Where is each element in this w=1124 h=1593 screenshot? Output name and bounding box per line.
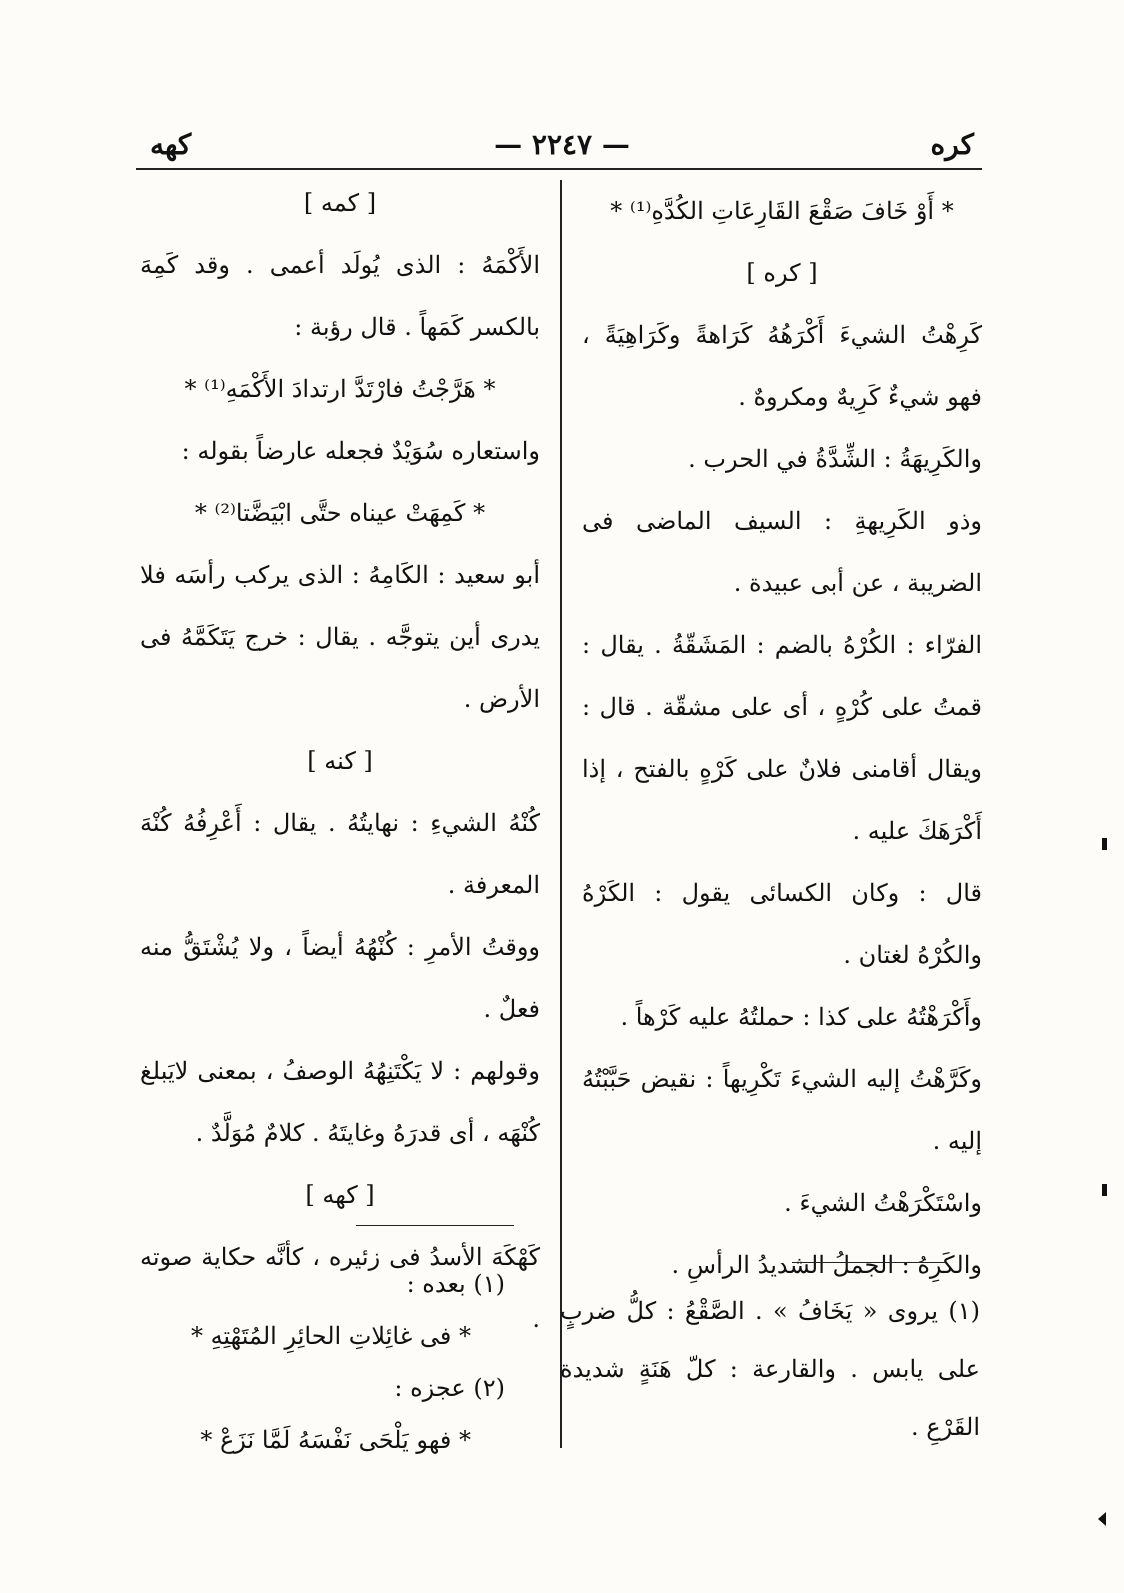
left-column [140, 172, 540, 1350]
paragraph: واستعاره سُوَيْدٌ فجعله عارضاً بقوله : [181, 437, 540, 465]
paragraph: ووقتُ الأمرِ : كُنْهُهُ أيضاً ، ولا يُشْتَقُّ منه فعلٌ . [140, 933, 540, 1023]
page-number: — ٢٢٤٧ — [494, 128, 630, 161]
column-divider [560, 180, 562, 1448]
footnote-right: (١) يروى « يَخَافُ » . الصَّقْعُ : كلُّ ضربٍ على يابس . والقارعة : كلّ هَنَةٍ شديدة القَرْعِ . [560, 1297, 980, 1441]
verse-line: * كَمِهَتْ عيناه حتَّى ابْيَضَّتا⁽²⁾ * [194, 499, 486, 527]
margin-arrow-mark [1098, 1512, 1106, 1526]
paragraph: وذو الكَرِيهةِ : السيف الماضى فى الضريبة ، عن أبى عبيدة . [582, 507, 982, 597]
margin-mark [1102, 838, 1107, 850]
footnote-verse: * فهو يَلْحَى نَفْسَهُ لَمَّا نَزَعْ * [200, 1426, 471, 1454]
footnote-label: (٢) عجزه : [394, 1374, 505, 1402]
header-right-entry: كره [930, 128, 974, 161]
right-column [582, 180, 982, 1296]
verse-line: * هَرَّجْتُ فارْتَدَّ ارتدادَ الأَكْمَهِ⁽¹⁾ * [184, 375, 496, 403]
footnote-verse: * فى غائِلاتِ الحائِرِ المُتَهْتِهِ * [190, 1322, 471, 1350]
header-rule [136, 168, 982, 170]
paragraph: واسْتَكْرَهْتُ الشيءَ . [784, 1189, 982, 1217]
paragraph: قال : وكان الكسائى يقول : الكَرْهُ والكُرْهُ لغتان . [582, 879, 982, 969]
entry-heading-kunh: [ كنه ] [307, 747, 373, 775]
paragraph: كَهْكَهَ الأسدُ فى زئيره ، كأنَّه حكاية صوته . [140, 1243, 540, 1333]
paragraph: أبو سعيد : الكَامِهُ : الذى يركب رأسَه فلا يدرى أين يتوجَّه . يقال : خرج يَتَكَمَّهُ فى الأرض . [140, 561, 540, 713]
paragraph: والكَرِيهَةُ : الشِّدَّةُ في الحرب . [688, 445, 982, 473]
entry-heading-kamh: [ كمه ] [303, 189, 377, 217]
paragraph: كَرِهْتُ الشيءَ أَكْرَهُهُ كَرَاهةً وكَرَاهِيَةً ، فهو شيءٌ كَرِيهٌ ومكروهٌ . [582, 321, 982, 411]
footnote-left [160, 1258, 505, 1466]
entry-heading-kahh: [ كهه ] [305, 1181, 375, 1209]
footnote-label: (١) بعده : [406, 1270, 505, 1298]
paragraph: وأَكْرَهْتُهُ على كذا : حملتُهُ عليه كَرْهاً . [620, 1003, 982, 1031]
verse-line: * أَوْ خَافَ صَقْعَ القَارِعَاتِ الكُدَّهِ⁽¹⁾ * [610, 197, 954, 225]
entry-heading-kurh: [ كره ] [746, 259, 818, 287]
footnote-rule-right [792, 1262, 946, 1263]
paragraph: كُنْهُ الشيءِ : نهايتُهُ . يقال : أَعْرِفُهُ كُنْهَ المعرفة . [140, 809, 540, 899]
paragraph: الأَكْمَهُ : الذى يُولَد أعمى . وقد كَمِهَ بالكسر كَمَهاً . قال رؤبة : [140, 251, 540, 341]
paragraph: الفرّاء : الكُرْهُ بالضم : المَشَقّةُ . يقال : قمتُ على كُرْهٍ ، أى على مشقّة . قال : ويقال أقامنى فلانٌ على كَرْهٍ بالفتح ، إذا أَكْرَهَكَ عليه . [582, 631, 982, 845]
paragraph: والكَرِهُ : الجملُ الشديدُ الرأسِ . [671, 1251, 982, 1279]
paragraph: وقولهم : لا يَكْتَنِهُهُ الوصفُ ، بمعنى لايَبلغ كُنْهَه ، أى قدرَهُ وغايتَهُ . كلامٌ مُوَلَّدٌ . [140, 1057, 540, 1147]
footnote-rule-left [356, 1225, 514, 1226]
margin-mark [1102, 1184, 1107, 1196]
paragraph: وكَرَّهْتُ إليه الشيءَ تَكْرِيهاً : نقيض حَبَّبْتُهُ إليه . [582, 1065, 982, 1155]
header-left-entry: كهه [150, 128, 192, 161]
